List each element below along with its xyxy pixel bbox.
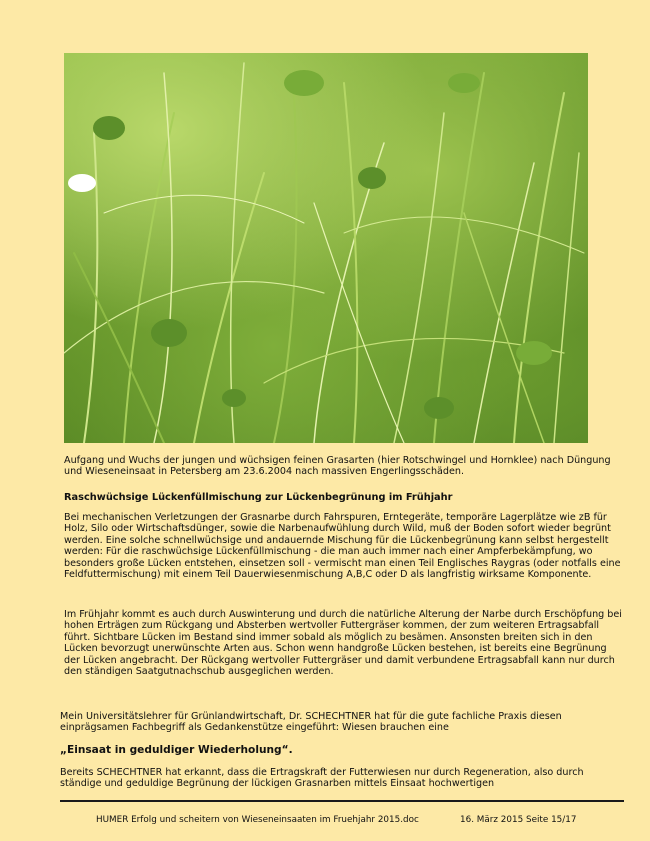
paragraph-text: Bei mechanischen Verletzungen der Grasnarbe durch Fahrspuren, Erntegeräte, temporäre Lagerplätze wie zB für Holz, Silo oder Wirtschaftsdünger, sowie die Narbenaufwühlung durch Wild, muß der Boden sofort wieder begrünt werden. Eine solche schnellwüchsige und andauernde Mischung für die Lückenbegrünung kann selbst hergestellt werden: Für die raschwüchsige Lückenfüllmischung - die man auch immer nach einer Ampferbekämpfung, wo besonders große Lücken entstehen, einsetzen soll - vermischt man einen Teil Englisches Raygras (oder notfalls eine Feldfuttermischung) mit einem Teil Dauerwiesenmischung A,B,C oder D als langfristig wirksame Komponente.: [64, 512, 621, 581]
paragraph-3: [60, 711, 620, 734]
paragraph-1: [64, 512, 624, 580]
paragraph-4: [60, 767, 620, 790]
paragraph-text: Im Frühjahr kommt es auch durch Auswinterung und durch die natürliche Alterung der Narbe durch Erschöpfung bei hohen Erträgen zum Rückgang und Absterben wertvoller Futtergräser kommen, der zum weiteren Ertragsabfall führt. Sichtbare Lücken im Bestand sind immer sobald als möglich zu besämen. Ansonsten breiten sich in den Lücken bevorzugt unerwünschte Arten aus. Schon wenn handgroße Lücken bestehen, ist bereits eine Begrünung der Lücken angebracht. Der Rückgang wertvoller Futtergräser und damit verbundene Ertragsabfall kann nur durch den ständigen Saatgutnachschub ausgeglichen werden.: [64, 609, 622, 678]
heading-text: Raschwüchsige Lückenfüllmischung zur Lückenbegrünung im Frühjahr: [64, 492, 453, 503]
quote-heading: [60, 745, 620, 756]
quote-heading-text: „Einsaat in geduldiger Wiederholung“.: [60, 744, 293, 756]
grass-blades-illustration: [64, 53, 588, 443]
paragraph-text: Mein Universitätslehrer für Grünlandwirtschaft, Dr. SCHECHTNER hat für die gute fachliche Praxis diesen einprägsamen Fachbegriff als Gedankenstütze eingeführt: Wiesen brauchen eine: [60, 711, 562, 734]
footer-divider: [60, 800, 624, 802]
footer-filename: HUMER Erfolg und scheitern von Wieseneinsaaten im Fruehjahr 2015.doc: [96, 815, 419, 825]
paragraph-2: [64, 609, 624, 677]
paragraph-text: Bereits SCHECHTNER hat erkannt, dass die Ertragskraft der Futterwiesen nur durch Regeneration, also durch ständige und geduldige Begrünung der lückigen Grasnarben mittels Einsaat hochwertigen: [60, 767, 584, 790]
footer-date-page: 16. März 2015 Seite 15/17: [460, 815, 577, 825]
photo-caption: [64, 455, 624, 478]
grass-photo: [64, 53, 588, 443]
section-heading: [64, 492, 624, 503]
caption-text: Aufgang und Wuchs der jungen und wüchsigen feinen Grasarten (hier Rotschwingel und Hornklee) nach Düngung und Wieseneinsaat in Petersberg am 23.6.2004 nach massiven Engerlingsschäden.: [64, 455, 611, 478]
